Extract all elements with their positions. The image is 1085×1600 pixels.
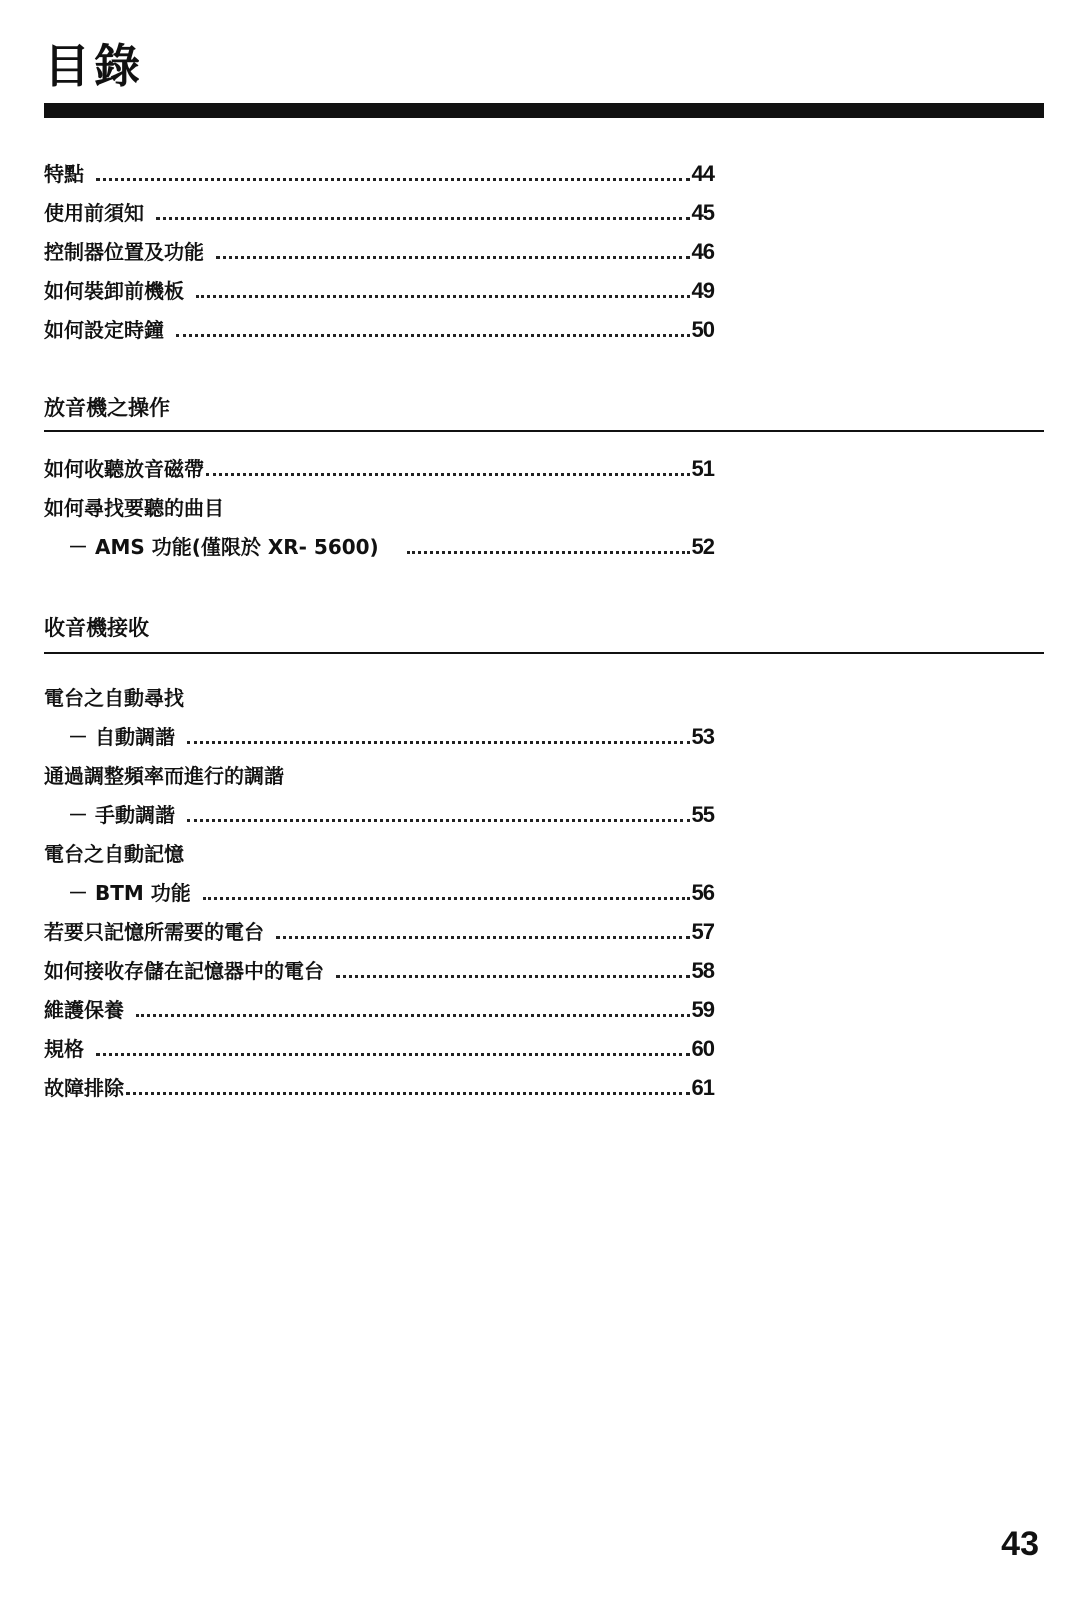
toc-entry-troubleshooting[interactable] xyxy=(44,1071,714,1101)
toc-entry-features[interactable] xyxy=(44,157,714,187)
toc-entry-precautions[interactable] xyxy=(44,196,714,226)
dot-leader xyxy=(407,551,690,554)
toc-entry-page: 59 xyxy=(691,997,714,1022)
dot-leader xyxy=(216,256,690,259)
toc-entry-page: 52 xyxy=(691,534,714,559)
section-heading-radio: 收音機接收 xyxy=(44,616,149,640)
toc-subentry-auto-tuning[interactable] xyxy=(68,720,714,750)
dot-leader xyxy=(336,975,690,978)
toc-entry-page: 55 xyxy=(691,802,714,827)
toc-entry-page: 50 xyxy=(691,317,714,342)
toc-entry-label: 如何設定時鐘 xyxy=(44,318,164,342)
section-rule xyxy=(44,430,1044,432)
toc-entry-front-panel[interactable] xyxy=(44,274,714,304)
dot-leader xyxy=(196,295,690,298)
toc-entry-label: 規格 xyxy=(44,1037,84,1061)
toc-entry-label: 故障排除 xyxy=(44,1076,124,1100)
toc-entry-page: 56 xyxy=(691,880,714,905)
toc-subentry-manual-tuning[interactable] xyxy=(68,798,714,828)
toc-entry-find-track xyxy=(44,491,714,521)
toc-subentry-btm[interactable] xyxy=(68,876,714,906)
toc-entry-label: 如何尋找要聽的曲目 xyxy=(44,496,224,520)
section-rule xyxy=(44,652,1044,654)
dot-leader xyxy=(276,936,690,939)
toc-entry-label: 通過調整頻率而進行的調諧 xyxy=(44,764,284,788)
toc-entry-label: 維護保養 xyxy=(44,998,124,1022)
toc-entry-memorize-selected[interactable] xyxy=(44,915,714,945)
toc-entry-page: 46 xyxy=(691,239,714,264)
toc-entry-maintenance[interactable] xyxy=(44,993,714,1023)
toc-subentry-label: － 自動調諧 xyxy=(68,725,175,749)
section-heading-tape: 放音機之操作 xyxy=(44,396,170,420)
toc-entry-label: 如何收聽放音磁帶 xyxy=(44,457,204,481)
dot-leader xyxy=(187,741,690,744)
toc-entry-page: 51 xyxy=(691,456,714,481)
toc-entry-listen-tape[interactable] xyxy=(44,452,714,482)
toc-entry-page: 61 xyxy=(691,1075,714,1100)
page-title: 目錄 xyxy=(44,39,144,93)
dot-leader xyxy=(156,217,690,220)
toc-entry-auto-seek xyxy=(44,681,714,711)
toc-entry-page: 45 xyxy=(691,200,714,225)
toc-entry-label: 電台之自動記憶 xyxy=(44,842,184,866)
toc-entry-label: 如何裝卸前機板 xyxy=(44,279,184,303)
dot-leader xyxy=(136,1014,690,1017)
dot-leader xyxy=(176,334,690,337)
page-number: 43 xyxy=(1001,1525,1039,1563)
toc-entry-receive-stored[interactable] xyxy=(44,954,714,984)
toc-entry-specifications[interactable] xyxy=(44,1032,714,1062)
toc-entry-page: 60 xyxy=(691,1036,714,1061)
toc-subentry-label: － 手動調諧 xyxy=(68,803,175,827)
toc-entry-auto-memory xyxy=(44,837,714,867)
toc-entry-page: 57 xyxy=(691,919,714,944)
toc-subentry-label: － BTM 功能 xyxy=(68,881,191,905)
dot-leader xyxy=(206,473,690,476)
toc-entry-label: 若要只記憶所需要的電台 xyxy=(44,920,264,944)
toc-subentry-label: － AMS 功能(僅限於 XR- 5600) xyxy=(68,535,379,559)
toc-entry-label: 如何接收存儲在記憶器中的電台 xyxy=(44,959,324,983)
toc-entry-page: 53 xyxy=(691,724,714,749)
toc-entry-page: 44 xyxy=(691,161,714,186)
toc-entry-clock[interactable] xyxy=(44,313,714,343)
dot-leader xyxy=(96,1053,690,1056)
toc-entry-label: 使用前須知 xyxy=(44,201,144,225)
toc-entry-label: 控制器位置及功能 xyxy=(44,240,204,264)
dot-leader xyxy=(96,178,690,181)
toc-entry-page: 49 xyxy=(691,278,714,303)
toc-entry-frequency-tuning xyxy=(44,759,714,789)
dot-leader xyxy=(126,1092,690,1095)
toc-entry-controls[interactable] xyxy=(44,235,714,265)
toc-entry-label: 特點 xyxy=(44,162,84,186)
toc-entry-page: 58 xyxy=(691,958,714,983)
dot-leader xyxy=(187,819,690,822)
toc-subentry-ams[interactable] xyxy=(68,530,714,560)
dot-leader xyxy=(203,897,690,900)
toc-entry-label: 電台之自動尋找 xyxy=(44,686,184,710)
title-rule xyxy=(44,103,1044,118)
